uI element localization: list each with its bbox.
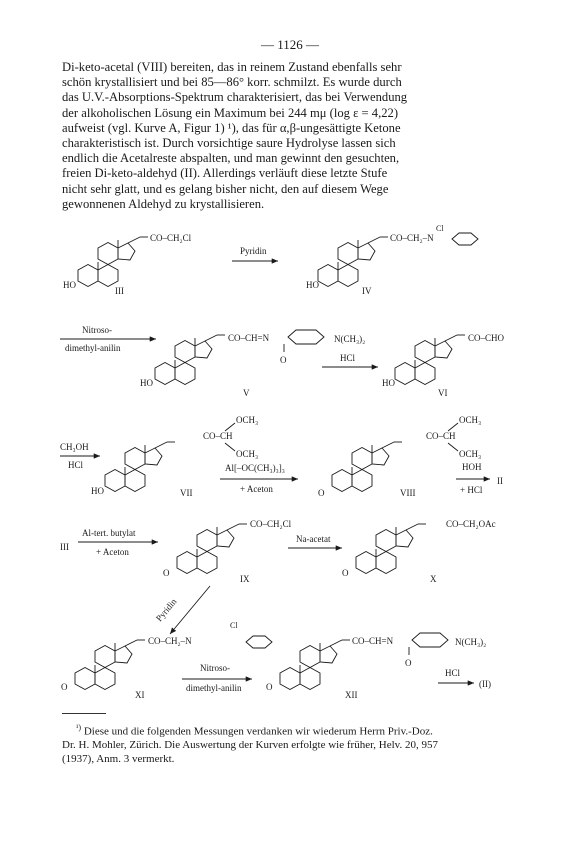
- product-ii: II: [497, 476, 503, 486]
- text-line: schön krystallisiert und bei 85—86° korr. schmilzt. Es wurde durch: [62, 75, 402, 90]
- label-viii: VIII: [400, 488, 416, 498]
- reaction-scheme: [60, 224, 525, 700]
- side-chain-xii: CO–CH=N: [352, 636, 394, 646]
- label-x: X: [430, 574, 437, 584]
- substituent-viii: O: [318, 488, 325, 498]
- side-chain-ix: CO–CH₂Cl: [250, 519, 292, 529]
- reagent-pyridin-2: Pyridin: [153, 596, 179, 624]
- reagent-hcl-1: HCl: [340, 353, 356, 363]
- compound-ix: [163, 519, 292, 584]
- reagent-hcl-4: HCl: [445, 668, 461, 678]
- och3-top-viii: OCH₃: [459, 415, 482, 425]
- compound-vi: [382, 333, 505, 398]
- substituent-xi: O: [61, 682, 68, 692]
- substituent-x: O: [342, 568, 349, 578]
- reagent-na-acetat: Na-acetat: [296, 534, 331, 544]
- label-xii: XII: [345, 690, 358, 700]
- footnote-rule: [62, 713, 106, 714]
- label-v: V: [243, 388, 250, 398]
- substituent-xii: O: [266, 682, 273, 692]
- reagent-aluminium: Al[–OC(CH₃)₃]₃: [225, 463, 285, 473]
- reagent-pyridin-1: Pyridin: [240, 246, 267, 256]
- reagent-nitroso-2b: dimethyl-anilin: [186, 683, 242, 693]
- pyridinium-ring-iv: [452, 233, 478, 245]
- label-vi: VI: [438, 388, 448, 398]
- benzene-ring-xii: [412, 633, 448, 647]
- text-line: freien Di-keto-aldehyd (II). Allerdings verläuft diese letzte Stufe: [62, 166, 388, 181]
- oxide-v: O: [280, 355, 287, 365]
- footnote-line: Diese und die folgenden Messungen verdanken wir wiederum Herrn Priv.-Doz.: [83, 725, 433, 738]
- page-number: — 1126 —: [260, 37, 320, 52]
- benzene-ring-v: [288, 330, 324, 344]
- reagent-nitroso-2a: Nitroso-: [200, 663, 230, 673]
- text-line: charakteristisch ist. Durch vorsichtige saure Hydrolyse lassen sich: [62, 136, 396, 151]
- amine-v: N(CH₃)₂: [334, 334, 366, 344]
- compound-v: [140, 330, 365, 398]
- start-iii: III: [60, 542, 69, 552]
- text-line: aufweist (vgl. Kurve A, Figur 1) ¹), das für α,β-ungesättigte Ketone: [62, 120, 401, 135]
- text-line: nicht sehr glatt, und es gelang bisher nicht, den auf diesem Wege: [62, 181, 389, 196]
- side-chain-x: CO–CH₂OAc: [446, 519, 496, 529]
- text-line: der alkoholischen Lösung ein Maximum bei 244 mμ (log ε = 4,22): [62, 105, 399, 120]
- side-chain-vii: CO–CH: [203, 431, 233, 441]
- substituent-iii: HO: [63, 280, 76, 290]
- reagent-hcl-3: + HCl: [460, 485, 483, 495]
- chloride-xi: Cl: [230, 621, 238, 630]
- body-paragraph: [62, 60, 512, 212]
- side-chain-v: CO–CH=N: [228, 333, 270, 343]
- substituent-v: HO: [140, 378, 153, 388]
- final-product: (II): [479, 679, 491, 689]
- side-chain-xi: CO–CH₂–N: [148, 636, 192, 646]
- reagent-aceton-2: + Aceton: [96, 547, 129, 557]
- side-chain-viii: CO–CH: [426, 431, 456, 441]
- pyridinium-ring-xi: [246, 636, 272, 648]
- label-iii: III: [115, 286, 124, 296]
- text-line: gewonnenen Aldehyd zu krystallisieren.: [62, 196, 265, 211]
- reagent-ch3oh: CH₃OH: [60, 442, 89, 452]
- substituent-ix: O: [163, 568, 170, 578]
- compound-x: [342, 519, 496, 584]
- compound-viii: [318, 415, 481, 498]
- reagent-nitroso-1a: Nitroso-: [82, 325, 112, 335]
- compound-iii: [63, 233, 192, 296]
- reagent-aceton-1: + Aceton: [240, 484, 273, 494]
- label-ix: IX: [240, 574, 250, 584]
- substituent-vi: HO: [382, 378, 395, 388]
- text-line: endlich die Acetalreste abspalten, und man gewinnt den gesuchten,: [62, 151, 400, 166]
- reagent-hcl-2: HCl: [68, 460, 84, 470]
- compound-iv: [306, 224, 478, 296]
- footnote-line: (1937), Anm. 3 vermerkt.: [62, 752, 175, 765]
- text-line: das U.V.-Absorptions-Spektrum charakterisiert, das bei Verwendung: [62, 90, 408, 105]
- footnote: [62, 721, 514, 766]
- side-chain-vi: CO–CHO: [468, 333, 505, 343]
- text-line: Di-keto-acetal (VIII) bereiten, das in reinem Zustand ebenfalls sehr: [62, 60, 402, 74]
- reagent-al-butylat: Al-tert. butylat: [82, 528, 136, 538]
- footnote-line: Dr. H. Mohler, Zürich. Die Auswertung der Kurven erfolgte wie früher, Helv. 20, 957: [62, 739, 438, 752]
- side-chain-iv: CO–CH₂–N: [390, 233, 434, 243]
- footnote-marker: ¹): [76, 723, 82, 732]
- oxide-xii: O: [405, 658, 412, 668]
- chloride-iv: Cl: [436, 224, 444, 233]
- compound-vii: [91, 415, 258, 498]
- arrow-ix-xi: [170, 586, 210, 634]
- substituent-iv: HO: [306, 280, 319, 290]
- amine-xii: N(CH₃)₂: [455, 637, 487, 647]
- och3-bottom-vii: OCH₃: [236, 449, 259, 459]
- substituent-vii: HO: [91, 486, 104, 496]
- label-iv: IV: [362, 286, 372, 296]
- compound-xii: [266, 633, 486, 700]
- label-vii: VII: [180, 488, 193, 498]
- och3-bottom-viii: OCH₃: [459, 449, 482, 459]
- och3-top-vii: OCH₃: [236, 415, 259, 425]
- reagent-hoh: HOH: [462, 462, 482, 472]
- label-xi: XI: [135, 690, 145, 700]
- side-chain-iii: CO–CH₂Cl: [150, 233, 192, 243]
- reagent-nitroso-1b: dimethyl-anilin: [65, 343, 121, 353]
